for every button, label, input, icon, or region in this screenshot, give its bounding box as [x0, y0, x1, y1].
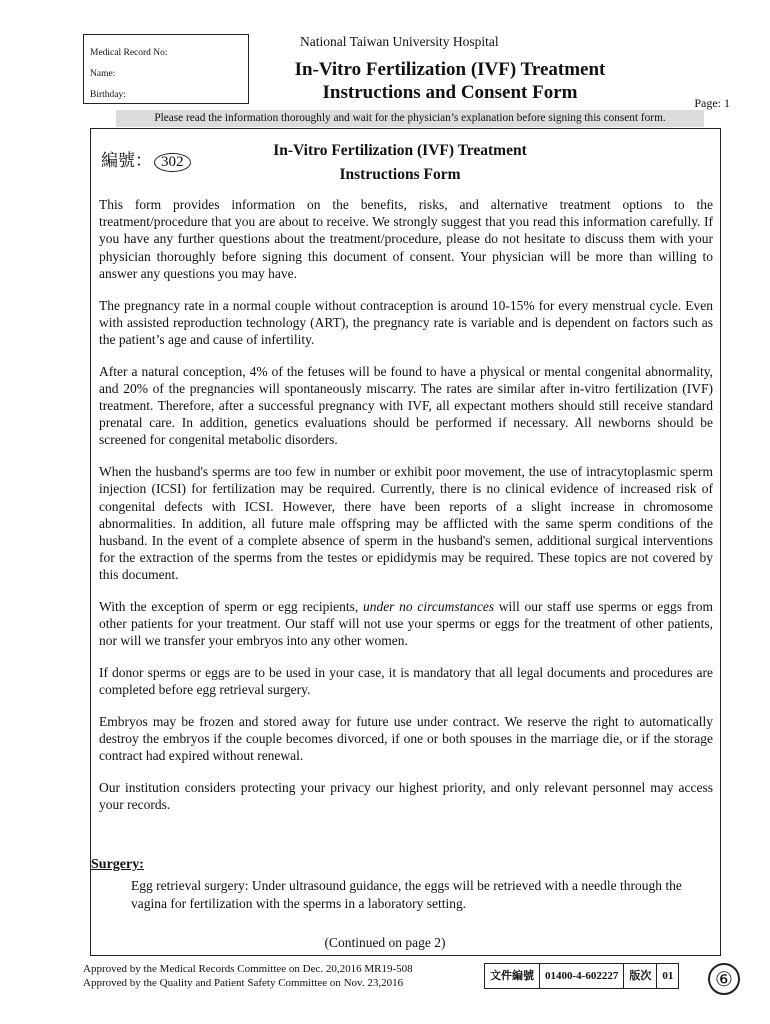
record-no-label: Medical Record No:	[90, 48, 168, 58]
version-number: 01	[662, 970, 674, 982]
paragraph-privacy: Our institution considers protecting your privacy our highest priority, and only relevant personnel may access your records.	[99, 780, 713, 813]
sheet-mark: ⑥	[708, 963, 740, 995]
surgery-text: Egg retrieval surgery: Under ultrasound guidance, the eggs will be retrieved with a needle through the vagina for fertilization with the sperms in a laboratory setting.	[131, 878, 682, 911]
surgery-heading: Surgery:	[91, 857, 144, 872]
section-title-line1: In-Vitro Fertilization (IVF) Treatment	[273, 142, 527, 159]
patient-info-box	[83, 34, 249, 104]
form-code-label: 編號：	[101, 151, 152, 170]
form-title-line1: In-Vitro Fertilization (IVF) Treatment	[294, 59, 606, 80]
paragraph-embryos: Embryos may be frozen and stored away for future use under contract. We reserve the right to automatically destroy the embryos if the couple becomes divorced, if one or both spouses in the marriage die, or if the storage contract had expired without renewal.	[99, 714, 713, 764]
name-label: Name:	[90, 69, 116, 79]
page-number: Page: 1	[694, 96, 730, 110]
notice-banner: Please read the information thoroughly and wait for the physician’s explanation before signing this consent form.	[116, 110, 704, 127]
form-code-value: 302	[154, 153, 191, 172]
continued-note: (Continued on page 2)	[324, 935, 446, 950]
approval-line-2: Approved by the Quality and Patient Safety Committee on Nov. 23,2016	[83, 976, 404, 989]
doc-number: 01400-4-602227	[540, 964, 624, 988]
version-label: 版次	[624, 964, 657, 988]
approval-notes	[83, 963, 413, 990]
paragraph-pregnancy-rate: The pregnancy rate in a normal couple without contraception is around 10-15% for every menstrual cycle. Even with assisted reproduction technology (ART), the pregnancy rate is variable and is dependent on factors such as the patient’s age and cause of infertility.	[99, 297, 713, 347]
section-title-line2: Instructions Form	[339, 166, 461, 183]
paragraph-icsi: When the husband's sperms are too few in number or exhibit poor movement, the use of intracytoplasmic sperm injection (ICSI) for fertilization may be required. Currently, there is no clinical evidence of increased risk of congenital defects with ICSI. However, there have been reports of a slight increase in chromosome abnormalities. In addition, all future male offspring may be afflicted with the same sperm conditions of the husband. In the event of a complete absence of sperm in the husband's semen, additional surgical interventions for the extraction of the sperms from the testes or epididymis may be required. These topics are not covered by this document.	[99, 464, 713, 583]
form-code	[101, 146, 191, 172]
section-title	[230, 139, 570, 187]
paragraph-congenital: After a natural conception, 4% of the fetuses will be found to have a physical or mental congenital abnormality, and 20% of the pregnancies will spontaneously miscarry. The rates are similar after in-vitro fertilization (IVF) treatment. Therefore, after a successful pregnancy with IVF, all expectant mothers should still receive standard prenatal care. In addition, genetics evaluations should be performed if necessary. All newborns should be screened for congenital metabolic disorders.	[99, 363, 713, 448]
hospital-name: National Taiwan University Hospital	[300, 34, 499, 49]
body-text	[99, 196, 713, 828]
document-id-table	[484, 963, 679, 989]
birthday-label: Birthday:	[90, 90, 126, 100]
emphasis-text: under no circumstances	[362, 599, 495, 615]
form-title-line2: Instructions and Consent Form	[322, 82, 578, 103]
paragraph-donor: If donor sperms or eggs are to be used in your case, it is mandatory that all legal documents and procedures are completed before egg retrieval surgery.	[99, 665, 713, 698]
paragraph-exception: With the exception of sperm or egg recipients, under no circumstances will our staff use sperms or eggs from other patients for your treatment. Our staff will not use your sperms or eggs for the treatment of other patients, nor will we transfer your embryos into any other women.	[99, 599, 713, 649]
paragraph-intro: This form provides information on the benefits, risks, and alternative treatment options to the treatment/procedure that you are about to receive. We strongly suggest that you read this information carefully. If you have any further questions about the treatment/procedure, please do not hesitate to discuss them with your physician thoroughly before signing this document of consent. Your physician will be more than willing to answer any questions you may have.	[99, 197, 713, 281]
doc-number-label: 文件編號	[485, 964, 540, 988]
approval-line-1: Approved by the Medical Records Committee on Dec. 20,2016 MR19-508	[83, 963, 413, 975]
form-title	[240, 58, 660, 104]
